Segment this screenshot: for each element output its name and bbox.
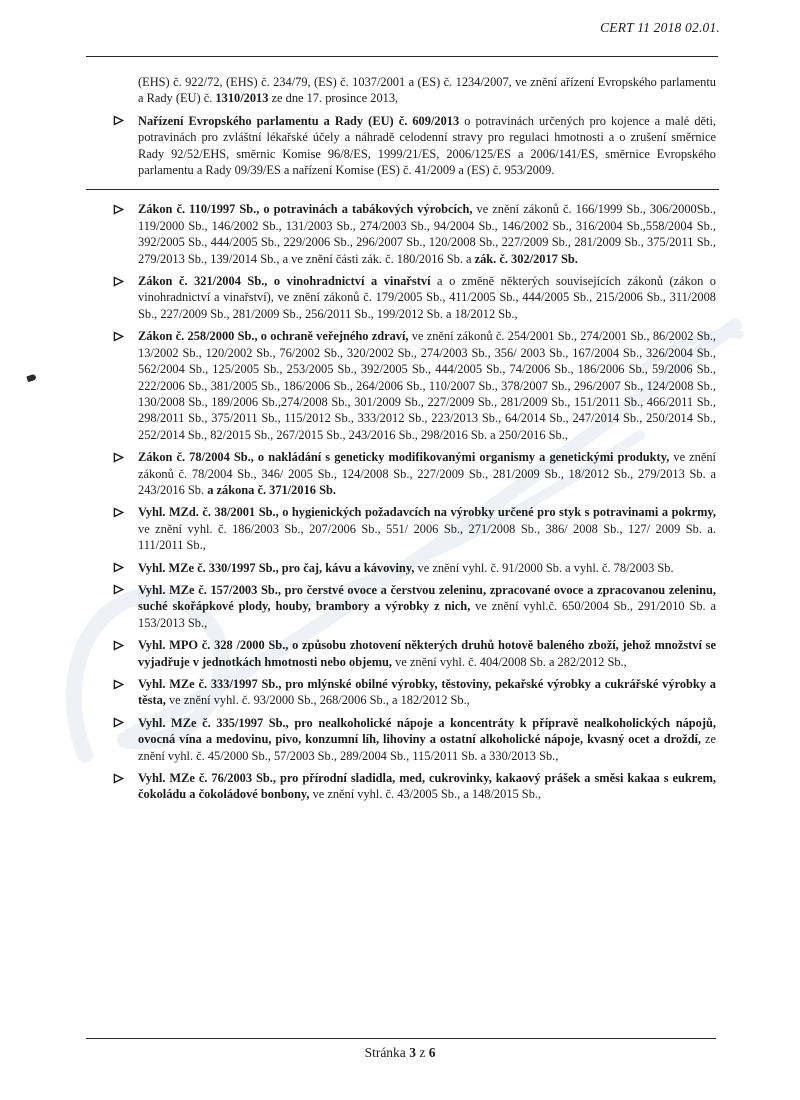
reference-body-text: ve znění vyhl.č. 650/2004 Sb., 291/2010 Sb. a 153/2013 Sb., xyxy=(138,599,716,630)
reference-body-text: ve znění zákonů č. 78/2004 Sb., 346/ 2005 Sb., 124/2008 Sb., 227/2009 Sb., 281/2009 Sb., 18/2012 Sb., 279/2013 Sb. a 243/2016 Sb. xyxy=(138,450,716,497)
reference-body-text: ve znění zákonů č. 166/1999 Sb., 306/2000Sb., 119/2000 Sb., 146/2002 Sb., 131/2003 Sb., 274/2003 Sb., 94/2004 Sb., 146/2002 Sb., 316/2004 Sb.,558/2004 Sb., 392/2005 Sb., 444/2005 Sb., 229/2006 Sb., 296/2007 Sb., 120/2008 Sb., 227/2009 Sb., 281/2009 Sb., 375/2011 Sb., 279/2013 Sb., 139/2014 Sb., a ve znění části zák. č. 180/2016 Sb. a xyxy=(138,202,716,266)
reference-body-text: ve znění vyhl. č. 91/2000 Sb. a vyhl. č. 78/2003 Sb. xyxy=(414,560,674,575)
arrow-bullet-icon xyxy=(113,115,124,126)
arrow-bullet-icon xyxy=(113,452,124,463)
reference-title-text: Zákon č. 321/2004 Sb., o vinohradnictví a vinařství xyxy=(138,274,431,289)
paragraph-text xyxy=(138,716,716,763)
arrow-bullet-icon xyxy=(113,584,124,595)
reference-title-text: Vyhl. MZe č. 157/2003 Sb., pro čerstvé ovoce a čerstvou zeleninu, zpracované ovoce a zpracovanou zeleninu, suché skořápkové plody, houby, brambory a výrobky z nich, xyxy=(138,582,716,614)
reference-title-text: zák. č. 302/2017 Sb. xyxy=(474,251,578,266)
legal-references-list xyxy=(138,74,716,809)
arrow-bullet-icon xyxy=(113,773,124,784)
list-item xyxy=(138,770,716,803)
arrow-bullet-icon xyxy=(113,331,124,342)
reference-title-text: Zákon č. 258/2000 Sb., o ochraně veřejného zdraví, xyxy=(138,329,409,344)
arrow-bullet-icon xyxy=(113,507,124,518)
reference-body-text: (EHS) č. 922/72, (EHS) č. 234/79, (ES) č. 1037/2001 a (ES) č. 1234/2007, ve znění ařízení Evropského parlamentu a Rady (EU) č. xyxy=(138,75,716,106)
arrow-bullet-icon xyxy=(113,276,124,287)
paragraph-text xyxy=(138,75,716,105)
paragraph-text xyxy=(138,329,716,441)
intro-paragraph xyxy=(138,74,716,107)
paragraph-text xyxy=(138,274,716,321)
list-item xyxy=(138,449,716,498)
footer-page-number: 3 xyxy=(409,1045,416,1060)
reference-title-text: Vyhl. MZe č. 335/1997 Sb., pro nealkoholické nápoje a koncentráty k přípravě nealkoholických nápojů, ovocná vína a medovinu, pivo, konzumní líh, lihoviny a ostatní alkoholické nápoje, kvasný ocet a droždí, xyxy=(138,715,716,747)
paragraph-text xyxy=(138,505,716,552)
paragraph-text xyxy=(138,450,716,497)
arrow-bullet-icon xyxy=(113,640,124,651)
list-item xyxy=(138,273,716,322)
section-divider xyxy=(86,189,719,190)
reference-title-text: Zákon č. 110/1997 Sb., o potravinách a tabákových výrobcích, xyxy=(138,202,473,217)
header-rule xyxy=(86,56,718,57)
paragraph-text xyxy=(138,638,716,668)
reference-title-text: Nařízení Evropského parlamentu a Rady (EU) č. 609/2013 xyxy=(138,113,460,128)
reference-body-text: ve znění vyhl. č. 93/2000 Sb., 268/2006 Sb., a 182/2012 Sb., xyxy=(165,693,470,708)
reference-title-text: Vyhl. MZe č. 330/1997 Sb., pro čaj, kávu a kávoviny, xyxy=(138,560,415,575)
list-item xyxy=(138,113,716,179)
footer-rule xyxy=(86,1038,716,1039)
reference-body-text: ve znění zákonů č. 254/2001 Sb., 274/2001 Sb., 86/2002 Sb., 13/2002 Sb., 120/2002 Sb., 76/2002 Sb., 320/2002 Sb., 274/2003 Sb., 356/ 2003 Sb., 167/2004 Sb., 326/2004 Sb., 562/2004 Sb., 125/2005 Sb., 253/2005 Sb., 392/2005 Sb., 444/2005 Sb., 74/2006 Sb., 186/2006 Sb., 59/2006 Sb., 222/2006 Sb., 381/2005 Sb., 186/2006 Sb., 264/2006 Sb., 110/2007 Sb., 378/2007 Sb., 296/2007 Sb., 124/2008 Sb., 130/2008 Sb., 189/2006 Sb.,274/2008 Sb., 301/2009 Sb., 227/2009 Sb., 281/2009 Sb., 151/2011 Sb., 466/2011 Sb., 298/2011 Sb., 375/2011 Sb., 115/2012 Sb., 333/2012 Sb., 223/2013 Sb., 64/2014 Sb., 247/2014 Sb., 250/2014 Sb., 252/2014 Sb., 82/2015 Sb., 267/2015 Sb., 243/2016 Sb., 298/2016 Sb. a 250/2016 Sb., xyxy=(138,329,716,442)
arrow-bullet-icon xyxy=(113,679,124,690)
scan-artifact xyxy=(26,374,36,382)
paragraph-text xyxy=(138,677,716,707)
list-item xyxy=(138,582,716,631)
paragraph-text xyxy=(138,771,716,801)
reference-title-text: Vyhl. MZd. č. 38/2001 Sb., o hygienických požadavcích na výrobky určené pro styk s potravinami a pokrmy, xyxy=(138,505,716,520)
list-item xyxy=(138,504,716,553)
arrow-bullet-icon xyxy=(113,717,124,728)
list-item xyxy=(138,328,716,443)
reference-title-text: Vyhl. MPO č. 328 /2000 Sb., o způsobu zhotovení některých druhů hotově baleného zboží, jehož množství se vyjadřuje v jednotkách hmotnosti nebo objemu, xyxy=(138,638,716,669)
document-reference: CERT 11 2018 02.01. xyxy=(600,20,720,35)
reference-body-text: ve znění vyhl. č. 404/2008 Sb. a 282/2012 Sb., xyxy=(392,654,627,669)
reference-title-text: 1310/2013 xyxy=(215,91,269,106)
list-item xyxy=(138,715,716,764)
reference-title-text: a zákona č. 371/2016 Sb. xyxy=(207,482,336,497)
reference-title-text: Vyhl. MZe č. 76/2003 Sb., pro přírodní sladidla, med, cukrovinky, kakaový prášek a směsi kakaa s eukrem, čokoládu a čokoládové bonbony, xyxy=(138,771,716,802)
footer-label: Stránka xyxy=(364,1045,406,1060)
reference-body-text: ve znění vyhl. č. 186/2003 Sb., 207/2006 Sb., 551/ 2006 Sb., 271/2008 Sb., 386/ 2008 Sb., 127/ 2009 Sb. a. 111/2011 Sb., xyxy=(138,521,716,553)
footer-total-pages: 6 xyxy=(428,1045,436,1060)
list-item xyxy=(138,676,716,709)
page-footer xyxy=(0,1045,800,1061)
paragraph-text xyxy=(138,202,716,265)
list-item xyxy=(138,560,716,576)
arrow-bullet-icon xyxy=(113,562,124,573)
reference-title-text: Vyhl. MZe č. 333/1997 Sb., pro mlýnské obilné výrobky, těstoviny, pekařské výrobky a cukrářské výrobky a těsta, xyxy=(138,677,716,708)
reference-body-text: ze dne 17. prosince 2013, xyxy=(268,91,399,106)
footer-connector: z xyxy=(419,1045,426,1060)
paragraph-text xyxy=(138,114,716,177)
list-item xyxy=(138,637,716,670)
paragraph-text xyxy=(138,583,716,630)
paragraph-text xyxy=(138,561,674,575)
reference-body-text: ze znění vyhl. č. 45/2000 Sb., 57/2003 Sb., 289/2004 Sb., 115/2011 Sb. a 330/2013 Sb., xyxy=(138,732,716,763)
reference-title-text: Zákon č. 78/2004 Sb., o nakládání s geneticky modifikovanými organismy a genetickými produkty, xyxy=(138,450,670,465)
reference-body-text: a o změně některých souvisejících zákonů (zákon o vinohradnictví a vinařství), ve znění zákonů č. 179/2005 Sb., 411/2005 Sb., 444/2005 Sb., 215/2006 Sb., 311/2008 Sb., 227/2009 Sb., 281/2009 Sb., 256/2011 Sb., 199/2012 Sb. a 18/2012 Sb., xyxy=(138,274,716,321)
reference-body-text: o potravinách určených pro kojence a malé děti, potravinách pro zvláštní lékařské účely a náhradě celodenní stravy pro regulaci hmotnosti a o zrušení směrnice Rady 92/52/EHS, směrnic Komise 96/8/ES, 1999/21/ES, 2006/125/ES a 2006/141/ES, směrnice Evropského parlamentu a Rady 09/39/ES a nařízení Komise (ES) č. 41/2009 a (ES) č. 953/2009. xyxy=(138,113,716,178)
list-item xyxy=(138,201,716,267)
reference-body-text: ve znění vyhl. č. 43/2005 Sb., a 148/2015 Sb., xyxy=(309,787,542,802)
arrow-bullet-icon xyxy=(113,204,124,215)
